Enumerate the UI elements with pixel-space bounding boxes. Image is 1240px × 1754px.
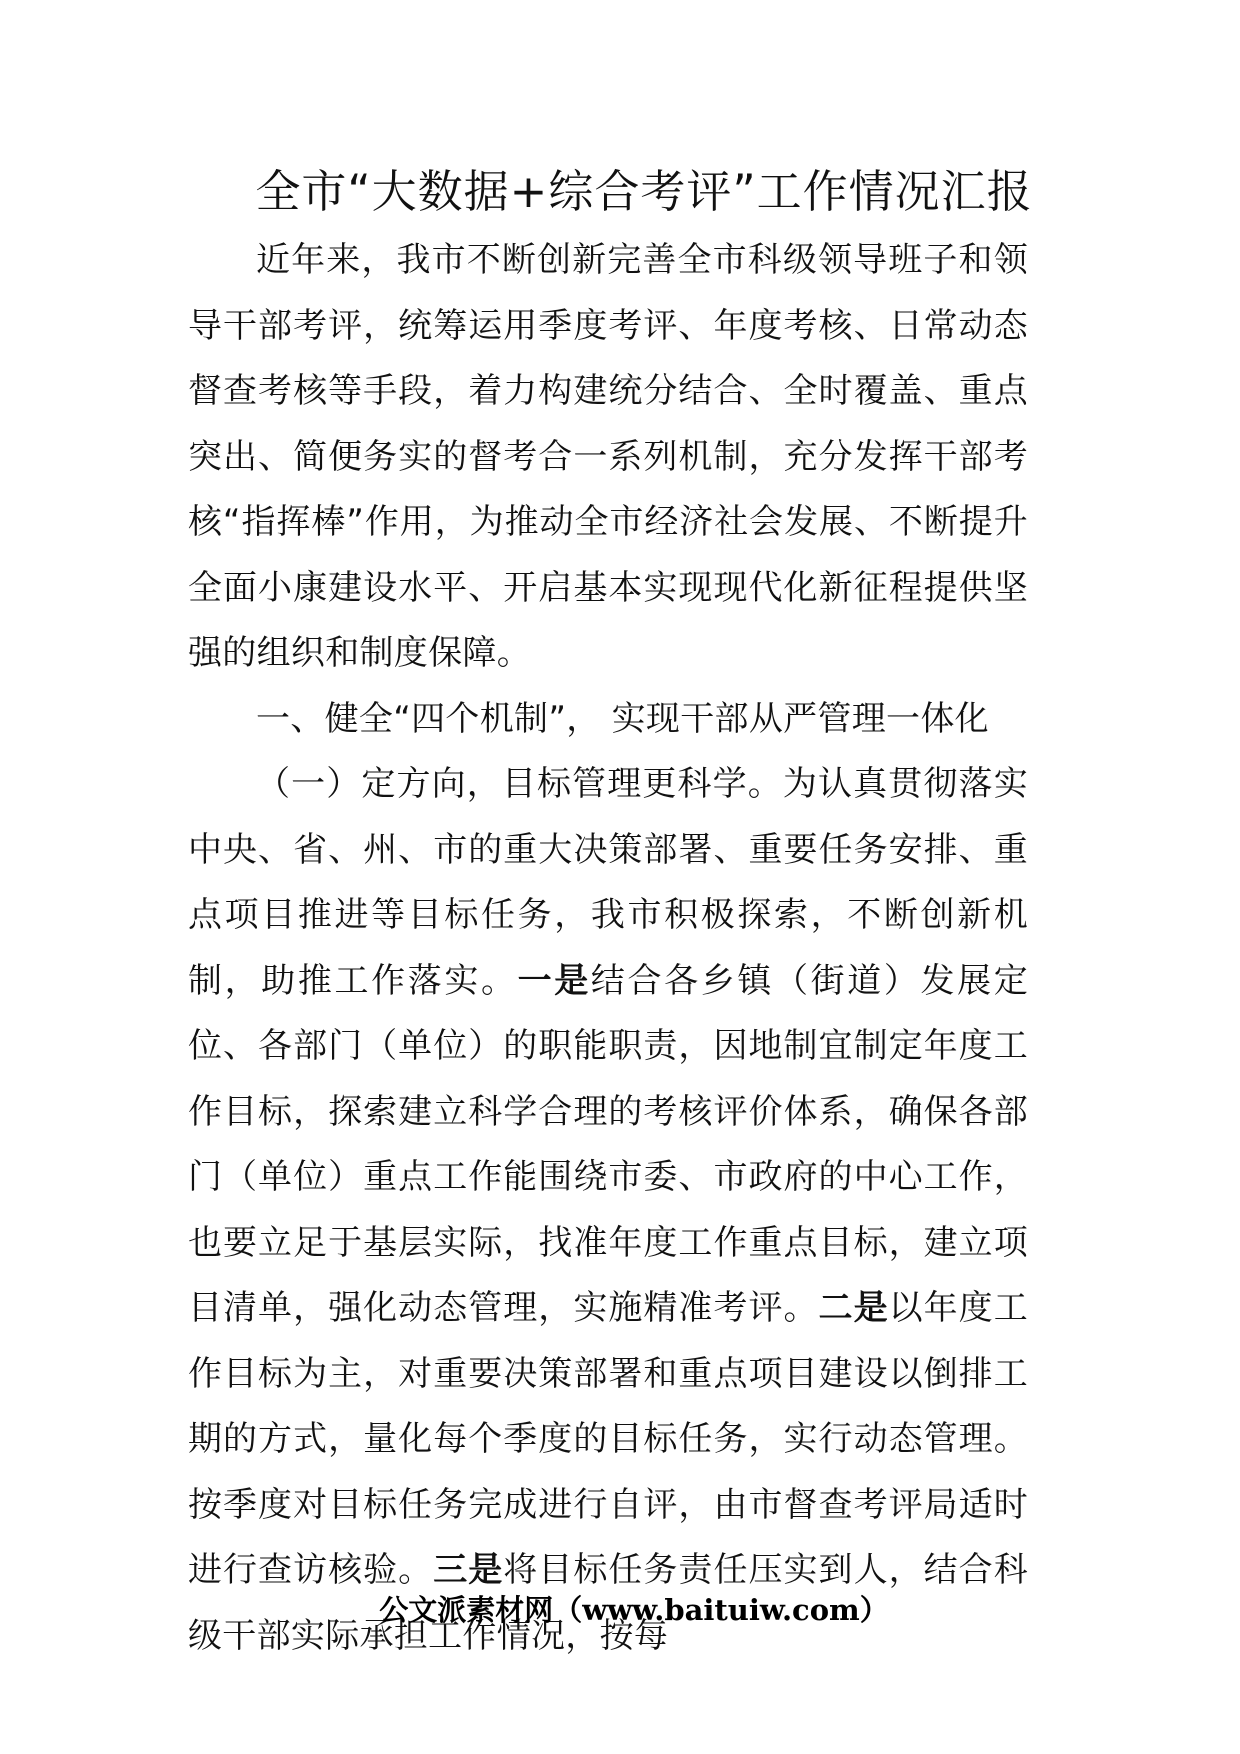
section-heading: 一、健全“四个机制”， 实现干部从严管理一体化	[256, 698, 989, 739]
document-title: 全市“大数据+综合考评”工作情况汇报	[255, 165, 1033, 218]
subsection-text-part4: 将目标任务责任压实到人，结合科级干部实际承担工作情况，按每	[188, 1550, 1028, 1656]
marker-third: 三是	[433, 1550, 504, 1590]
subsection-text-part1: （一）定方向，目标管理更科学。为认真贯彻落实中央、省、州、市的重大决策部署、重要任务安排、重点项目推进等目标任务，我市积极探索，不断创新机制，助推工作落实。	[188, 764, 1028, 1001]
document-body	[188, 228, 1028, 1669]
subsection-text-part2: 结合各乡镇（街道）发展定位、各部门（单位）的职能职责，因地制宜制定年度工作目标，探索建立科学合理的考核评价体系，确保各部门（单位）重点工作能围绕市委、市政府的中心工作，也要立足于基层实际，找准年度工作重点目标，建立项目清单，强化动态管理，实施精准考评。	[188, 960, 1028, 1328]
subsection-paragraph	[188, 752, 1028, 1669]
marker-first: 一是	[517, 960, 591, 1001]
source-watermark: 公文派素材网（www.baituiw.com）	[379, 1593, 889, 1627]
subsection-text-part3: 以年度工作目标为主，对重要决策部署和重点项目建设以倒排工期的方式，量化每个季度的目标任务，实行动态管理。按季度对目标任务完成进行自评，由市督查考评局适时进行查访核验。	[188, 1288, 1028, 1590]
intro-paragraph: 近年来，我市不断创新完善全市科级领导班子和领导干部考评，统筹运用季度考评、年度考核、日常动态督查考核等手段，着力构建统分结合、全时覆盖、重点突出、简便务实的督考合一系列机制，充分发挥干部考核“指挥棒”作用，为推动全市经济社会发展、不断提升全面小康建设水平、开启基本实现现代化新征程提供坚强的组织和制度保障。	[188, 240, 1028, 673]
marker-second: 二是	[818, 1288, 889, 1328]
